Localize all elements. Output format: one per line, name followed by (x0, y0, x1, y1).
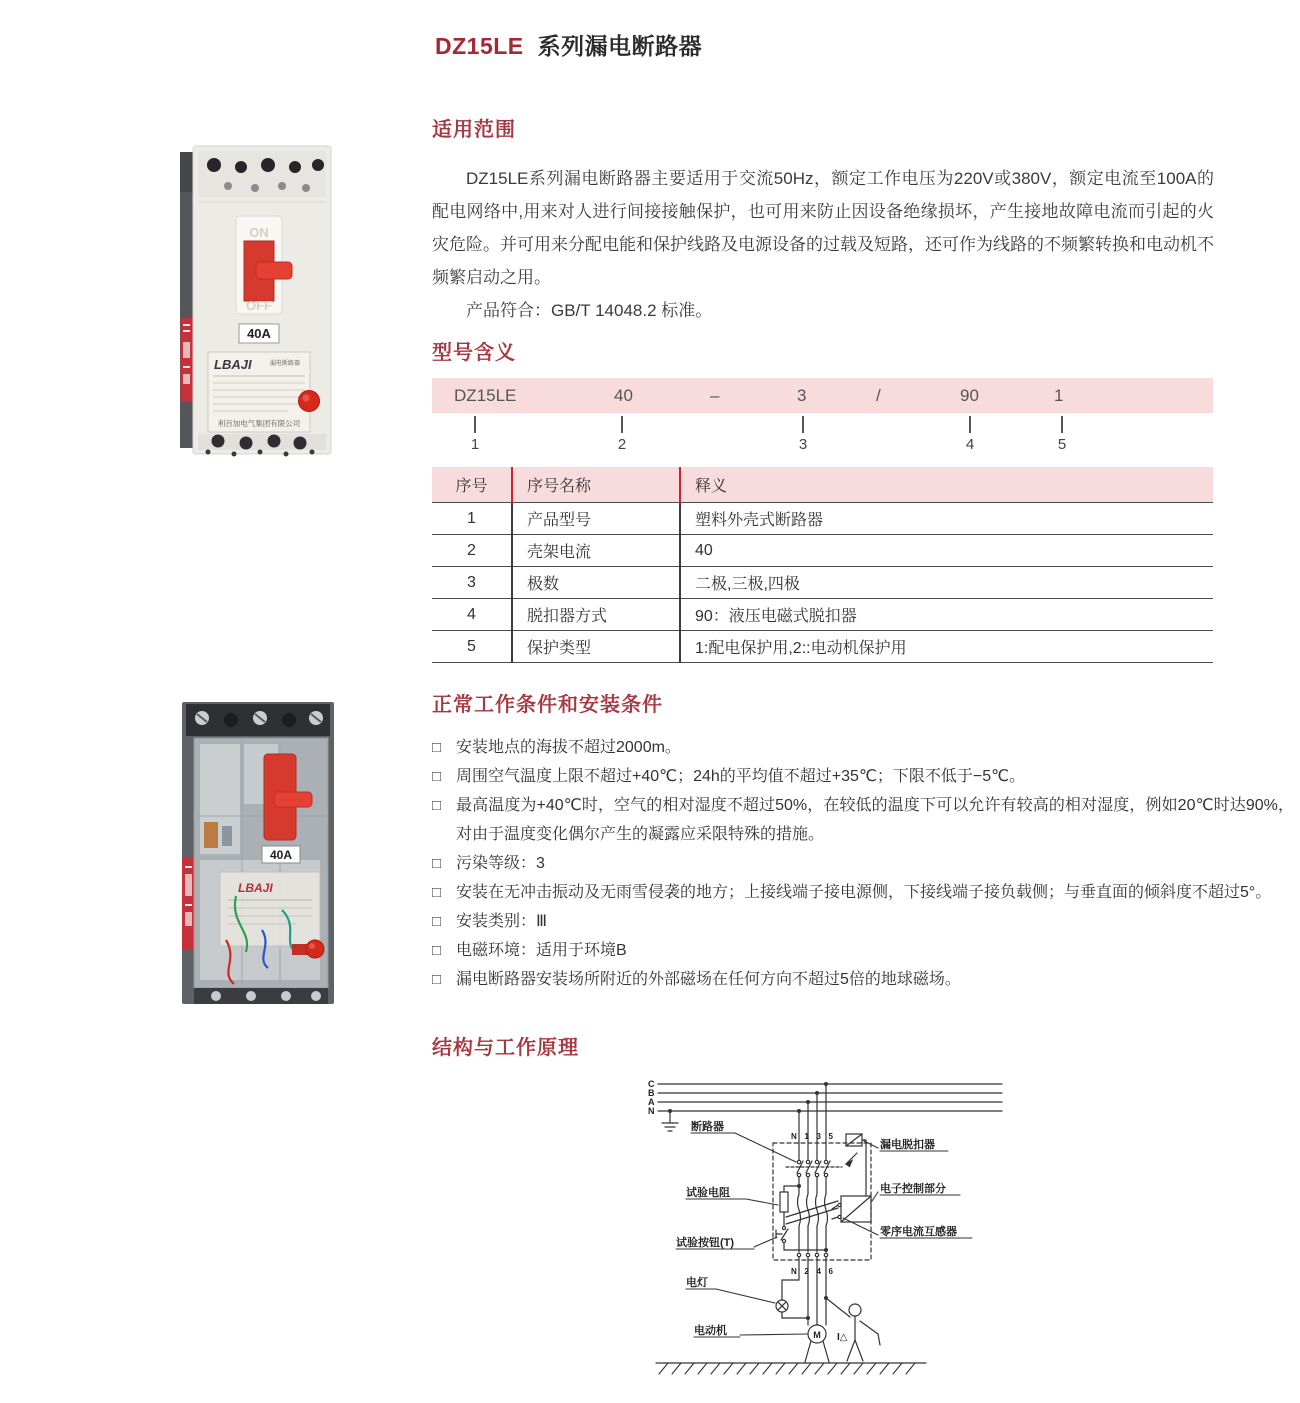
brand-text: LBAJI (214, 357, 252, 372)
model-seg-type: 1 (1054, 386, 1064, 405)
model-seg-frame: 40 (614, 386, 633, 405)
cell-index: 1 (432, 503, 512, 535)
table-row (432, 503, 1213, 535)
bus-label-c: C (648, 1079, 655, 1089)
model-code-banner (432, 378, 1213, 413)
condition-item (432, 791, 1294, 849)
toggle-off-text: OFF (246, 298, 272, 313)
model-tick-num-3: 3 (798, 436, 808, 453)
model-meaning-table (432, 467, 1213, 663)
model-tick-line-4 (969, 416, 971, 433)
cell-index: 2 (432, 535, 512, 567)
cell-meaning: 二极,三极,四极 (680, 567, 1213, 599)
label-lamp: 电灯 (686, 1277, 708, 1289)
table-row (432, 567, 1213, 599)
cell-meaning: 90：液压电磁式脱扣器 (680, 599, 1213, 631)
side-label-red (181, 318, 193, 402)
cell-index: 4 (432, 599, 512, 631)
breaker2-brand-text: LBAJI (238, 881, 273, 895)
top-terminal-labels: N 1 3 5 (791, 1132, 833, 1141)
cell-name: 产品型号 (512, 503, 680, 535)
model-seg-dash: – (710, 386, 720, 405)
table-row (432, 631, 1213, 663)
model-seg-series: DZ15LE (454, 386, 517, 405)
page-title-rest: 系列漏电断路器 (537, 33, 703, 59)
condition-item (432, 907, 1294, 936)
section-heading-scope: 适用范围 (432, 119, 516, 141)
condition-text: 污染等级：3 (456, 855, 545, 872)
condition-item (432, 849, 1294, 878)
bus-label-a: A (648, 1097, 655, 1107)
condition-text: 安装地点的海拔不超过2000m。 (456, 739, 681, 756)
breaker2-side-label (182, 858, 195, 950)
breaker2-rating-text: 40A (269, 848, 293, 862)
bus-label-n: N (648, 1106, 655, 1116)
model-tick-line-1 (474, 416, 476, 433)
leakage-current-label: I△ (837, 1332, 848, 1343)
table-header-index: 序号 (432, 467, 512, 503)
breaker-transparent-illustration (176, 696, 346, 1016)
condition-text: 安装类别：Ⅲ (456, 913, 548, 930)
page-title (435, 28, 702, 61)
checkbox-icon: □ (432, 797, 442, 814)
bottom-terminal-labels: N 2 4 6 (791, 1267, 833, 1276)
cell-name: 保护类型 (512, 631, 680, 663)
scope-paragraphs (432, 162, 1214, 327)
checkbox-icon: □ (432, 884, 442, 901)
checkbox-icon: □ (432, 942, 442, 959)
checkbox-icon: □ (432, 913, 442, 930)
model-tick-line-5 (1061, 416, 1063, 433)
breaker-closed-illustration (178, 138, 336, 466)
working-principle-diagram (636, 1068, 1010, 1403)
checkbox-icon: □ (432, 768, 442, 785)
label-test-button: 试验按钮(T) (676, 1237, 735, 1249)
breaker2-top-terminals (186, 704, 330, 736)
condition-text: 漏电断路器安装场所附近的外部磁场在任何方向不超过5倍的地球磁场。 (456, 971, 961, 988)
cell-meaning: 塑料外壳式断路器 (680, 503, 1213, 535)
condition-text: 周围空气温度上限不超过+40℃；24h的平均值不超过+35℃；下限不低于−5℃。 (456, 768, 1026, 785)
breaker2-bottom-terminals (194, 988, 328, 1004)
table-header-name: 序号名称 (512, 467, 680, 503)
breaker-side-top (180, 152, 193, 192)
cell-name: 壳架电流 (512, 535, 680, 567)
table-header-row (432, 467, 1213, 503)
condition-text: 电磁环境：适用于环境B (456, 942, 627, 959)
label-breaker: 断路器 (691, 1121, 724, 1133)
label-electronic-control: 电子控制部分 (880, 1183, 946, 1195)
condition-item (432, 762, 1294, 791)
motor-symbol: M (813, 1330, 821, 1340)
cell-name: 极数 (512, 567, 680, 599)
model-tick-num-5: 5 (1057, 436, 1067, 453)
cell-index: 3 (432, 567, 512, 599)
section-heading-conditions: 正常工作条件和安装条件 (432, 694, 663, 716)
condition-text: 安装在无冲击振动及无雨雪侵袭的地方；上接线端子接电源侧，下接线端子接负载侧；与垂直面的倾斜度不超过5°。 (456, 884, 1272, 901)
rating-label (239, 324, 279, 343)
model-seg-slash: / (876, 386, 881, 405)
cell-index: 5 (432, 631, 512, 663)
page-title-model: DZ15LE (435, 33, 524, 59)
scope-paragraph-2: 产品符合：GB/T 14048.2 标准。 (466, 301, 713, 320)
model-tick-line-3 (802, 416, 804, 433)
rating-text: 40A (247, 326, 271, 341)
product-photo-breaker-transparent (176, 696, 346, 1021)
label-zero-seq-ct: 零序电流互感器 (880, 1226, 957, 1238)
cell-meaning: 1:配电保护用,2::电动机保护用 (680, 631, 1213, 663)
checkbox-icon: □ (432, 855, 442, 872)
label-test-resistor: 试验电阻 (686, 1187, 730, 1199)
condition-item (432, 936, 1294, 965)
section-heading-model: 型号含义 (432, 342, 516, 364)
section-heading-principle: 结构与工作原理 (432, 1037, 579, 1059)
label-leakage-release: 漏电脱扣器 (880, 1139, 935, 1151)
test-button (299, 391, 320, 412)
company-text: 利百加电气集团有限公司 (217, 419, 301, 428)
checkbox-icon: □ (432, 739, 442, 756)
model-tick-num-2: 2 (617, 436, 627, 453)
top-terminals (198, 151, 326, 197)
table-row (432, 599, 1213, 631)
bus-label-b: B (648, 1088, 655, 1098)
model-seg-release: 90 (960, 386, 979, 405)
spec-label (208, 352, 310, 432)
condition-text: 最高温度为+40℃时，空气的相对湿度不超过50%，在较低的温度下可以允许有较高的相对湿度，例如20℃时达90%，对由于温度变化偶尔产生的凝露应采限特殊的措施。 (456, 797, 1294, 843)
model-tick-line-2 (621, 416, 623, 433)
condition-item (432, 733, 1294, 762)
breaker2-rating-label (262, 846, 300, 863)
condition-item (432, 878, 1294, 907)
conditions-list (432, 733, 1294, 994)
circuit-diagram (636, 1068, 1010, 1398)
toggle-handle (256, 262, 292, 279)
product-photo-breaker-closed (178, 138, 336, 471)
table-header-meaning: 释义 (680, 467, 1213, 503)
breaker-side (180, 152, 193, 448)
cell-meaning: 40 (680, 535, 1213, 567)
label-motor: 电动机 (694, 1325, 727, 1337)
label-title-text: 漏电断路器 (270, 361, 301, 367)
model-seg-poles: 3 (797, 386, 807, 405)
model-tick-num-1: 1 (470, 436, 480, 453)
scope-paragraph-1: DZ15LE系列漏电断路器主要适用于交流50Hz，额定工作电压为220V或380V，额定电流至100A的配电网络中,用来对人进行间接接触保护，也可用来防止因设备绝缘损坏，产生接地故障电流而引起的火灾危险。并可用来分配电能和保护线路及电源设备的过载及短路，还可作为线路的不频繁转换和电动机不频繁启动之用。 (432, 169, 1214, 287)
model-tick-num-4: 4 (965, 436, 975, 453)
checkbox-icon: □ (432, 971, 442, 988)
toggle-on-text: ON (249, 225, 269, 240)
table-row (432, 535, 1213, 567)
cell-name: 脱扣器方式 (512, 599, 680, 631)
condition-item (432, 965, 1294, 994)
